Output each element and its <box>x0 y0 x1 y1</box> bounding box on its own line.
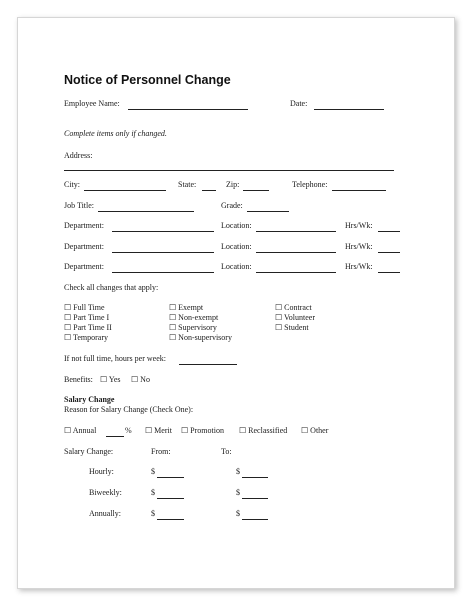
to-amount-field[interactable] <box>242 477 268 478</box>
location-field[interactable] <box>256 231 336 232</box>
checkbox-icon: ☐ <box>100 375 108 384</box>
checkbox-full-time[interactable]: ☐ Full Time <box>64 303 105 312</box>
telephone-label: Telephone: <box>292 180 328 189</box>
checkbox-icon: ☐ <box>64 323 72 332</box>
hrs-per-week-field[interactable] <box>378 272 400 273</box>
benefits-yes-checkbox[interactable]: ☐ Yes <box>100 375 121 384</box>
department-field[interactable] <box>112 231 214 232</box>
salary-row-label: Annually: <box>89 509 121 518</box>
salary-row-label: Hourly: <box>89 467 114 476</box>
checkbox-icon: ☐ <box>301 426 309 435</box>
location-label: Location: <box>221 221 252 230</box>
department-label: Department: <box>64 262 104 271</box>
grade-field[interactable] <box>247 211 289 212</box>
checkbox-icon: ☐ <box>64 313 72 322</box>
to-label: To: <box>221 447 232 456</box>
from-label: From: <box>151 447 171 456</box>
reason-merit-checkbox[interactable]: ☐ Merit <box>145 426 172 435</box>
checkbox-volunteer[interactable]: ☐ Volunteer <box>275 313 315 322</box>
reason-promotion-checkbox[interactable]: ☐ Promotion <box>181 426 224 435</box>
from-amount-field[interactable] <box>157 519 184 520</box>
benefits-label: Benefits: <box>64 375 93 384</box>
hrs-per-week-field[interactable] <box>378 252 400 253</box>
date-label: Date: <box>290 99 308 108</box>
benefits-no-checkbox[interactable]: ☐ No <box>131 375 150 384</box>
form-page <box>17 17 455 589</box>
checkbox-icon: ☐ <box>131 375 139 384</box>
location-label: Location: <box>221 262 252 271</box>
zip-label: Zip: <box>226 180 240 189</box>
job-title-field[interactable] <box>98 211 194 212</box>
checkbox-icon: ☐ <box>169 333 177 342</box>
instructions-text: Complete items only if changed. <box>64 129 167 138</box>
employee-name-label: Employee Name: <box>64 99 120 108</box>
hrs-per-week-field[interactable] <box>378 231 400 232</box>
checkbox-non-exempt[interactable]: ☐ Non-exempt <box>169 313 219 322</box>
location-field[interactable] <box>256 272 336 273</box>
checkbox-icon: ☐ <box>181 426 189 435</box>
checkbox-icon: ☐ <box>64 333 72 342</box>
state-field[interactable] <box>202 190 216 191</box>
checkbox-icon: ☐ <box>169 323 177 332</box>
from-amount-field[interactable] <box>157 477 184 478</box>
checkbox-temporary[interactable]: ☐ Temporary <box>64 333 109 342</box>
zip-field[interactable] <box>243 190 269 191</box>
salary-change-heading: Salary Change <box>64 395 115 404</box>
checkbox-icon: ☐ <box>275 323 283 332</box>
checkbox-icon: ☐ <box>64 426 72 435</box>
employee-name-field[interactable] <box>128 109 248 110</box>
city-label: City: <box>64 180 81 189</box>
hrs-per-week-label: Hrs/Wk: <box>345 262 373 271</box>
job-title-label: Job Title: <box>64 201 95 210</box>
checkbox-part-time-1[interactable]: ☐ Part Time I <box>64 313 110 322</box>
hrs-per-week-label: Hrs/Wk: <box>345 242 373 251</box>
from-currency: $ <box>151 488 155 497</box>
date-field[interactable] <box>314 109 384 110</box>
checkbox-exempt[interactable]: ☐ Exempt <box>169 303 204 312</box>
location-field[interactable] <box>256 252 336 253</box>
annual-percent-field[interactable] <box>106 436 124 437</box>
address-label: Address: <box>64 151 93 160</box>
reason-reclassified-checkbox[interactable]: ☐ Reclassified <box>239 426 288 435</box>
checkbox-icon: ☐ <box>275 313 283 322</box>
to-currency: $ <box>236 488 240 497</box>
check-all-label: Check all changes that apply: <box>64 283 159 292</box>
city-field[interactable] <box>84 190 166 191</box>
state-label: State: <box>178 180 197 189</box>
checkbox-non-supervisory[interactable]: ☐ Non-supervisory <box>169 333 232 342</box>
checkbox-icon: ☐ <box>169 313 177 322</box>
address-field[interactable] <box>64 170 394 171</box>
salary-row-label: Biweekly: <box>89 488 122 497</box>
from-currency: $ <box>151 509 155 518</box>
checkbox-icon: ☐ <box>239 426 247 435</box>
page-title: Notice of Personnel Change <box>64 73 231 87</box>
checkbox-supervisory[interactable]: ☐ Supervisory <box>169 323 217 332</box>
to-amount-field[interactable] <box>242 519 268 520</box>
department-label: Department: <box>64 221 104 230</box>
grade-label: Grade: <box>221 201 243 210</box>
salary-change-label: Salary Change: <box>64 447 114 456</box>
checkbox-icon: ☐ <box>64 303 72 312</box>
checkbox-icon: ☐ <box>169 303 177 312</box>
location-label: Location: <box>221 242 252 251</box>
department-label: Department: <box>64 242 104 251</box>
reason-annual-checkbox[interactable]: ☐ Annual <box>64 426 97 435</box>
hours-per-week-field[interactable] <box>179 364 237 365</box>
to-amount-field[interactable] <box>242 498 268 499</box>
department-field[interactable] <box>112 272 214 273</box>
hrs-per-week-label: Hrs/Wk: <box>345 221 373 230</box>
checkbox-contract[interactable]: ☐ Contract <box>275 303 312 312</box>
checkbox-student[interactable]: ☐ Student <box>275 323 309 332</box>
to-currency: $ <box>236 467 240 476</box>
telephone-field[interactable] <box>332 190 386 191</box>
reason-other-checkbox[interactable]: ☐ Other <box>301 426 329 435</box>
checkbox-part-time-2[interactable]: ☐ Part Time II <box>64 323 112 332</box>
reason-label: Reason for Salary Change (Check One): <box>64 405 194 414</box>
checkbox-icon: ☐ <box>145 426 153 435</box>
percent-sign: % <box>125 426 132 435</box>
hours-per-week-label: If not full time, hours per week: <box>64 354 166 363</box>
from-amount-field[interactable] <box>157 498 184 499</box>
to-currency: $ <box>236 509 240 518</box>
department-field[interactable] <box>112 252 214 253</box>
from-currency: $ <box>151 467 155 476</box>
checkbox-icon: ☐ <box>275 303 283 312</box>
